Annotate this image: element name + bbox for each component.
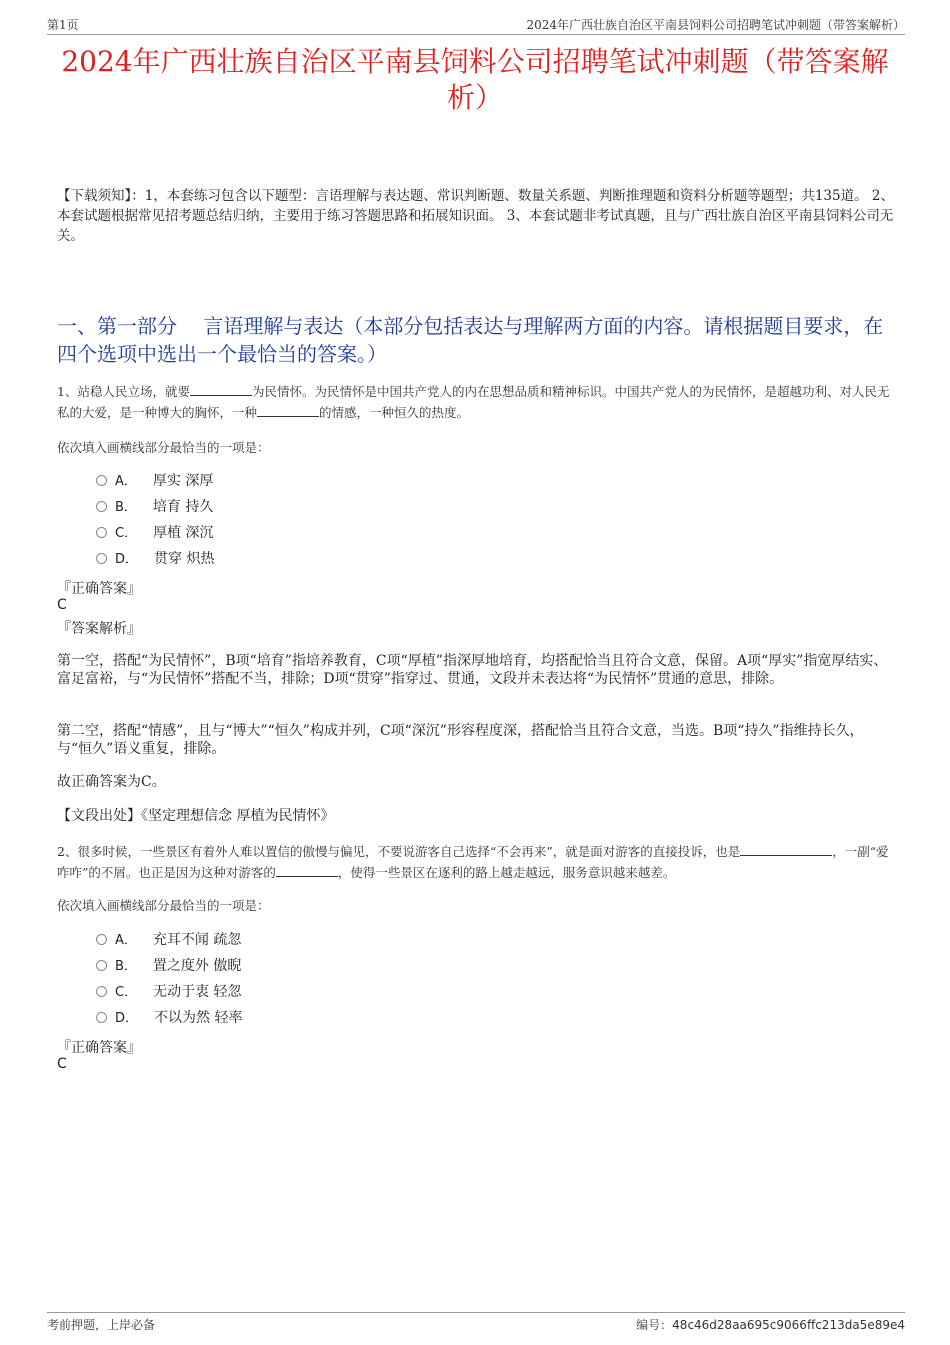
- question-2-text: 2、很多时候，一些景区有着外人难以置信的傲慢与偏见，不要说游客自己选择“不会再来”，就是面对游客的直接投诉，也是 ，一副“爱咋咋”的不屑。也正是因为这种对游客的 ，使得一些景区在逐利的路上越走越远，服务意识越来越差。: [57, 844, 889, 880]
- q1-option-b[interactable]: B． 培育 持久: [96, 497, 213, 517]
- blank-2: [276, 864, 338, 877]
- q1-option-d[interactable]: D． 贯穿 炽热: [96, 549, 214, 569]
- question-1-prompt: 依次填入画横线部分最恰当的一项是：: [57, 440, 270, 455]
- radio-icon[interactable]: [96, 475, 107, 486]
- header-doc-title: 2024年广西壮族自治区平南县饲料公司招聘笔试冲刺题（带答案解析）: [526, 18, 905, 32]
- radio-icon[interactable]: [96, 501, 107, 512]
- radio-icon[interactable]: [96, 1012, 107, 1023]
- blank-2: [257, 404, 319, 417]
- blank-1: [190, 383, 252, 396]
- q1-source: 【文段出处】《坚定理想信念 厚植为民情怀》: [57, 808, 335, 824]
- q1-option-a[interactable]: A． 厚实 深厚: [96, 471, 213, 491]
- q1-option-c[interactable]: C． 厚植 深沉: [96, 523, 214, 543]
- radio-icon[interactable]: [96, 527, 107, 538]
- q1-analysis-label: 『答案解析』: [57, 621, 141, 637]
- page-footer: [47, 1312, 905, 1333]
- page-header: [47, 14, 905, 35]
- q2-answer-label: 『正确答案』: [57, 1040, 141, 1056]
- radio-icon[interactable]: [96, 934, 107, 945]
- question-1-text: 1、站稳人民立场，就要 为民情怀。为民情怀是中国共产党人的内在思想品质和精神标识。中国共产党人的为民情怀，是超越功利、对人民无私的大爱，是一种博大的胸怀，一种 的情感，一种恒久的热度。: [57, 384, 890, 420]
- question-2-prompt: 依次填入画横线部分最恰当的一项是：: [57, 898, 270, 913]
- q2-option-d[interactable]: D． 不以为然 轻率: [96, 1008, 242, 1028]
- radio-icon[interactable]: [96, 553, 107, 564]
- page-number: 第1页: [47, 18, 79, 32]
- q1-analysis-1: 第一空，搭配“为民情怀”，B项“培育”指培养教育，C项“厚植”指深厚地培育，均搭配恰当且符合文意，保留。A项“厚实”指宽厚结实、富足富裕，与“为民情怀”搭配不当，排除；D项“贯穿”指穿过、贯通，文段并未表达将“为民情怀”贯通的意思，排除。: [57, 653, 888, 687]
- q1-analysis-2: 第二空，搭配“情感”，且与“博大”“恒久”构成并列，C项“深沉”形容程度深，搭配恰当且符合文意，当选。B项“持久”指维持长久，与“恒久”语义重复，排除。: [57, 723, 864, 757]
- download-notice: 【下载须知】：1，本套练习包含以下题型：言语理解与表达题、常识判断题、数量关系题、判断推理题和资料分析题等题型；共135道。 2、本套试题根据常见招考题总结归纳，主要用于练习答题思路和拓展知识面。 3、本套试题非考试真题，且与广西壮族自治区平南县饲料公司无关。: [57, 188, 894, 244]
- radio-icon[interactable]: [96, 986, 107, 997]
- q2-answer: C: [57, 1056, 67, 1072]
- radio-icon[interactable]: [96, 960, 107, 971]
- blank-1: [740, 843, 832, 856]
- footer-slogan: 考前押题，上岸必备: [47, 1318, 156, 1332]
- q1-answer-label: 『正确答案』: [57, 581, 141, 597]
- q2-option-b[interactable]: B． 置之度外 傲睨: [96, 956, 241, 976]
- q2-option-c[interactable]: C． 无动于衷 轻忽: [96, 982, 242, 1002]
- q1-conclusion: 故正确答案为C。: [57, 774, 166, 790]
- q1-answer: C: [57, 597, 67, 613]
- q2-option-a[interactable]: A． 充耳不闻 疏忽: [96, 930, 241, 950]
- section-heading: 一、第一部分 言语理解与表达（本部分包括表达与理解两方面的内容。请根据题目要求，在四个选项中选出一个最恰当的答案。）: [57, 314, 884, 366]
- footer-code: 编号：48c46d28aa695c9066ffc213da5e89e4: [636, 1318, 905, 1332]
- document-title: 2024年广西壮族自治区平南县饲料公司招聘笔试冲刺题（带答案解析）: [61, 45, 889, 114]
